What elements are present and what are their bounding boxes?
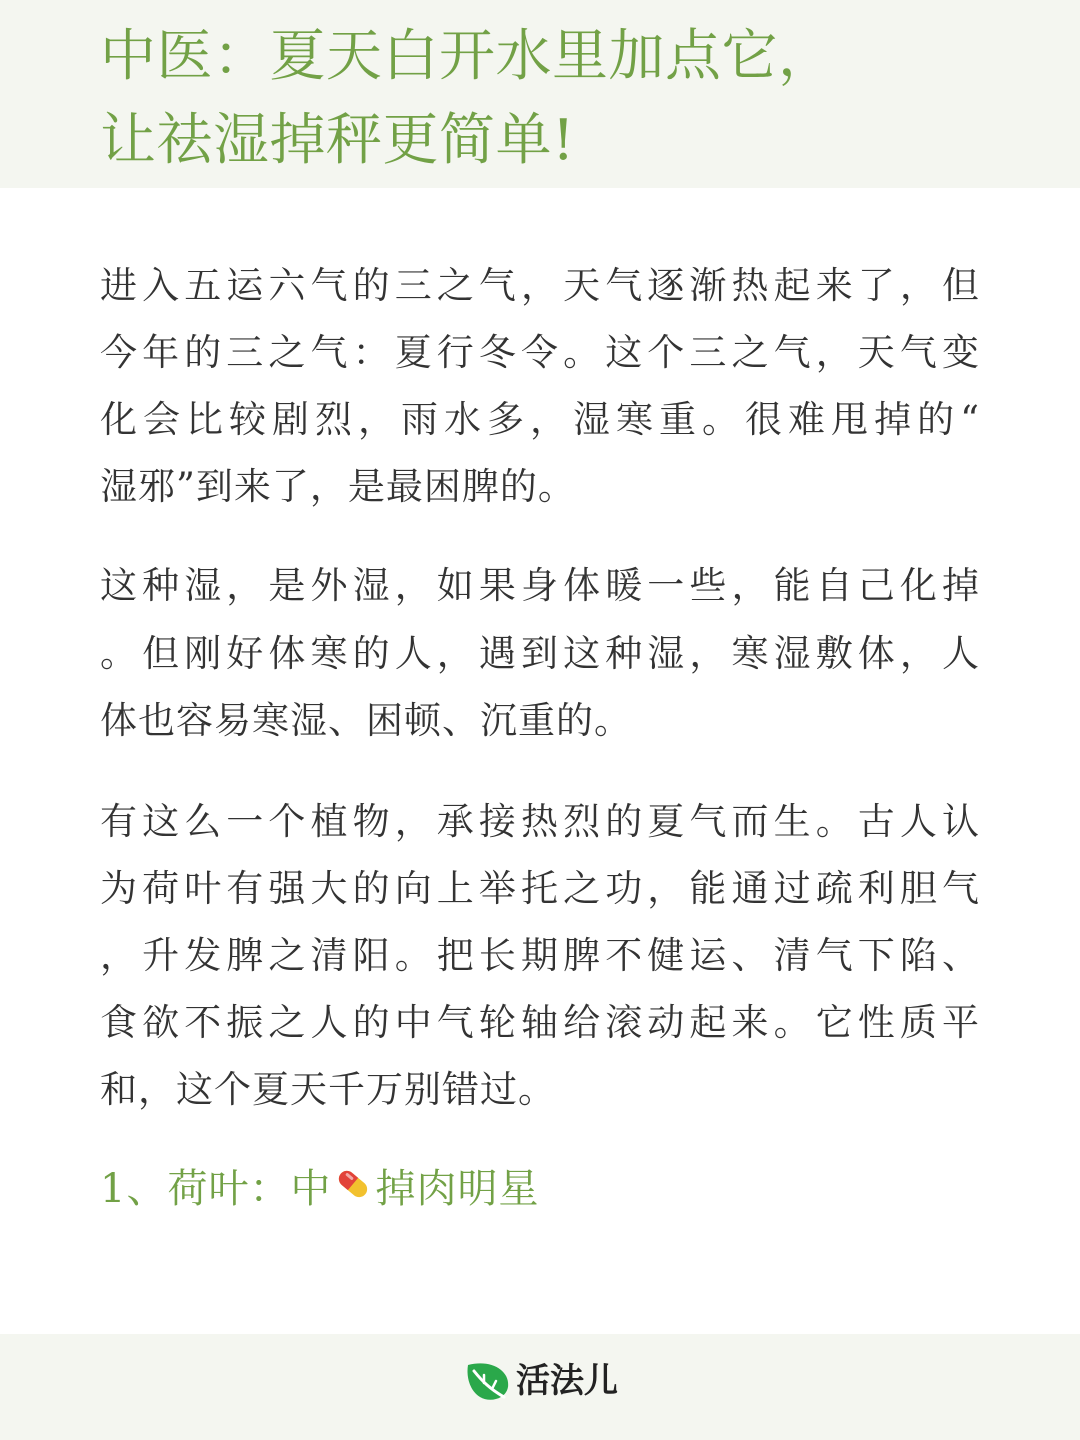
paragraph-line: 。但刚好体寒的人，遇到这种湿，寒湿敷体，人 [100, 632, 980, 675]
footer-brand-name: 活法儿 [516, 1361, 618, 1401]
paragraph-line: 湿邪”到来了，是最困脾的。 [100, 465, 576, 508]
page-title-line-2: 让祛湿掉秤更简单! [100, 108, 576, 173]
paragraph-line: 进入五运六气的三之气，天气逐渐热起来了，但 [100, 264, 980, 307]
paragraph-line: 化会比较剧烈，雨水多，湿寒重。很难甩掉的“ [100, 398, 980, 441]
paragraph-line: 和，这个夏天千万别错过。 [100, 1068, 556, 1111]
pill-icon [333, 1164, 373, 1215]
paragraph-line: 为荷叶有强大的向上举托之功，能通过疏利胆气 [100, 867, 980, 910]
page-title-line-1: 中医：夏天白开水里加点它， [100, 24, 835, 89]
section-heading [100, 1165, 539, 1218]
paragraph-line: 食欲不振之人的中气轮轴给滚动起来。它性质平 [100, 1001, 980, 1044]
leaf-logo-icon [464, 1357, 512, 1405]
section-heading-prefix: 1、荷叶：中 [100, 1166, 332, 1212]
paragraph-line: 有这么一个植物，承接热烈的夏气而生。古人认 [100, 800, 980, 843]
paragraph-line: 这种湿，是外湿，如果身体暖一些，能自己化掉 [100, 564, 980, 607]
paragraph-line: 体也容易寒湿、困顿、沉重的。 [100, 699, 632, 742]
section-heading-suffix: 掉肉明星 [375, 1166, 540, 1212]
paragraph-line: ，升发脾之清阳。把长期脾不健运、清气下陷、 [100, 934, 980, 977]
paragraph-line: 今年的三之气：夏行冬令。这个三之气，天气变 [100, 331, 980, 374]
